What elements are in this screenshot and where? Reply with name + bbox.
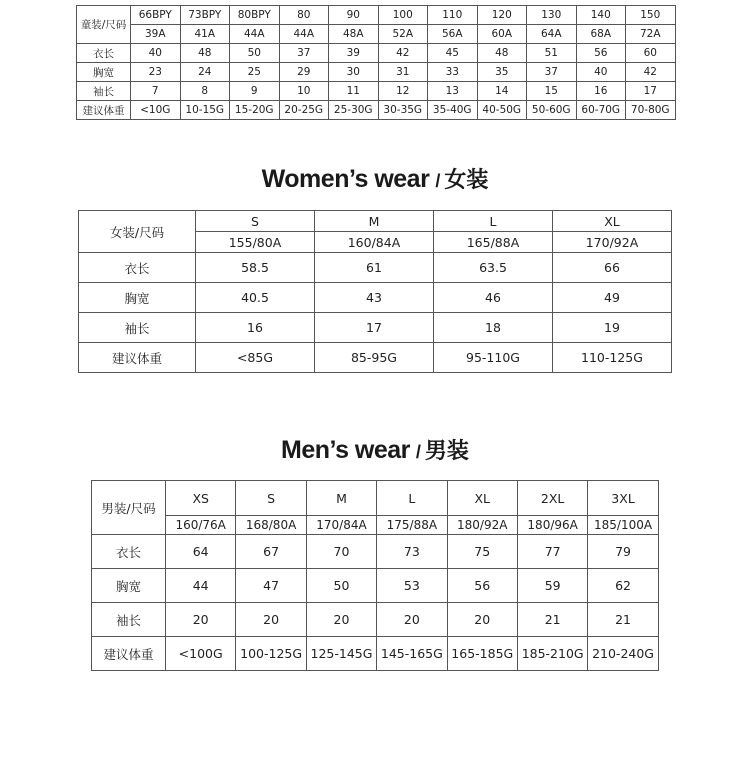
value-cell: 10-15G xyxy=(180,101,230,120)
women-header-label: 女装/尺码 xyxy=(79,211,196,253)
value-cell: 35 xyxy=(477,63,527,82)
value-cell: 59 xyxy=(517,569,587,603)
value-cell: 25-30G xyxy=(329,101,379,120)
women-title-en: Women’s wear xyxy=(261,165,430,193)
men-measure-row xyxy=(92,516,659,535)
value-cell: 79 xyxy=(588,535,658,569)
value-cell: 10 xyxy=(279,82,329,101)
value-cell: 16 xyxy=(196,313,315,343)
value-cell: 18 xyxy=(434,313,553,343)
value-cell: 165-185G xyxy=(447,637,517,671)
value-cell: 12 xyxy=(378,82,428,101)
value-cell: 20 xyxy=(166,603,236,637)
value-cell: 62 xyxy=(588,569,658,603)
kids-row-chest xyxy=(77,63,676,82)
kids-row-length xyxy=(77,44,676,63)
value-cell: 11 xyxy=(329,82,379,101)
value-cell: 25 xyxy=(230,63,280,82)
kids-measure-cell: 72A xyxy=(626,25,676,44)
kids-size-cell: 150 xyxy=(626,6,676,25)
men-size-cell: S xyxy=(236,481,306,516)
value-cell: 13 xyxy=(428,82,478,101)
value-cell: 63.5 xyxy=(434,253,553,283)
men-measure-cell: 185/100A xyxy=(588,516,658,535)
men-measure-cell: 168/80A xyxy=(236,516,306,535)
value-cell: 20 xyxy=(306,603,376,637)
kids-measure-cell: 44A xyxy=(279,25,329,44)
value-cell: 50 xyxy=(230,44,280,63)
kids-row-weight xyxy=(77,101,676,120)
kids-size-cell: 100 xyxy=(378,6,428,25)
value-cell: 49 xyxy=(553,283,672,313)
value-cell: 64 xyxy=(166,535,236,569)
men-title-zh: 男装 xyxy=(424,438,469,463)
women-size-table xyxy=(78,210,672,373)
kids-measure-cell: 39A xyxy=(131,25,181,44)
men-row-weight xyxy=(92,637,659,671)
men-title-separator: / xyxy=(415,442,421,462)
value-cell: 185-210G xyxy=(517,637,587,671)
row-label: 胸宽 xyxy=(77,63,131,82)
row-label: 胸宽 xyxy=(79,283,196,313)
men-size-cell: 2XL xyxy=(517,481,587,516)
value-cell: 53 xyxy=(377,569,447,603)
value-cell: 70 xyxy=(306,535,376,569)
value-cell: 45 xyxy=(428,44,478,63)
kids-measure-cell: 41A xyxy=(180,25,230,44)
value-cell: 29 xyxy=(279,63,329,82)
value-cell: 61 xyxy=(315,253,434,283)
kids-size-cell: 73BPY xyxy=(180,6,230,25)
value-cell: 14 xyxy=(477,82,527,101)
value-cell: <10G xyxy=(131,101,181,120)
value-cell: 70-80G xyxy=(626,101,676,120)
value-cell: 95-110G xyxy=(434,343,553,373)
women-size-cell: M xyxy=(315,211,434,232)
kids-row-sleeve xyxy=(77,82,676,101)
kids-size-cell: 130 xyxy=(527,6,577,25)
value-cell: 50-60G xyxy=(527,101,577,120)
men-size-cell: XL xyxy=(447,481,517,516)
men-row-sleeve xyxy=(92,603,659,637)
men-size-cell: M xyxy=(306,481,376,516)
women-size-header-row xyxy=(79,211,672,232)
row-label: 袖长 xyxy=(92,603,166,637)
row-label: 衣长 xyxy=(92,535,166,569)
value-cell: 51 xyxy=(527,44,577,63)
value-cell: 67 xyxy=(236,535,306,569)
kids-size-header-row xyxy=(77,6,676,25)
men-header-label: 男装/尺码 xyxy=(92,481,166,535)
women-size-cell: S xyxy=(196,211,315,232)
value-cell: 20 xyxy=(236,603,306,637)
value-cell: 40.5 xyxy=(196,283,315,313)
value-cell: 40-50G xyxy=(477,101,527,120)
women-row-length xyxy=(79,253,672,283)
value-cell: <85G xyxy=(196,343,315,373)
women-measure-cell: 155/80A xyxy=(196,232,315,253)
value-cell: 60-70G xyxy=(576,101,626,120)
kids-size-cell: 80BPY xyxy=(230,6,280,25)
men-size-cell: XS xyxy=(166,481,236,516)
value-cell: 60 xyxy=(626,44,676,63)
value-cell: 16 xyxy=(576,82,626,101)
kids-size-cell: 80 xyxy=(279,6,329,25)
value-cell: <100G xyxy=(166,637,236,671)
value-cell: 47 xyxy=(236,569,306,603)
value-cell: 75 xyxy=(447,535,517,569)
men-row-length xyxy=(92,535,659,569)
value-cell: 23 xyxy=(131,63,181,82)
value-cell: 56 xyxy=(576,44,626,63)
row-label: 衣长 xyxy=(79,253,196,283)
value-cell: 46 xyxy=(434,283,553,313)
value-cell: 73 xyxy=(377,535,447,569)
men-title-en: Men’s wear xyxy=(281,436,410,464)
value-cell: 40 xyxy=(576,63,626,82)
value-cell: 24 xyxy=(180,63,230,82)
kids-size-cell: 90 xyxy=(329,6,379,25)
value-cell: 58.5 xyxy=(196,253,315,283)
value-cell: 30 xyxy=(329,63,379,82)
value-cell: 30-35G xyxy=(378,101,428,120)
value-cell: 19 xyxy=(553,313,672,343)
women-measure-cell: 160/84A xyxy=(315,232,434,253)
women-title-zh: 女装 xyxy=(444,167,489,192)
value-cell: 145-165G xyxy=(377,637,447,671)
value-cell: 15-20G xyxy=(230,101,280,120)
value-cell: 20 xyxy=(447,603,517,637)
women-size-cell: L xyxy=(434,211,553,232)
value-cell: 125-145G xyxy=(306,637,376,671)
value-cell: 77 xyxy=(517,535,587,569)
kids-measure-cell: 52A xyxy=(378,25,428,44)
value-cell: 56 xyxy=(447,569,517,603)
men-section-title xyxy=(0,434,750,465)
value-cell: 21 xyxy=(517,603,587,637)
women-title-separator: / xyxy=(435,171,441,191)
value-cell: 66 xyxy=(553,253,672,283)
men-measure-cell: 175/88A xyxy=(377,516,447,535)
value-cell: 33 xyxy=(428,63,478,82)
value-cell: 100-125G xyxy=(236,637,306,671)
kids-measure-cell: 60A xyxy=(477,25,527,44)
kids-header-label: 童装/尺码 xyxy=(77,6,131,44)
men-measure-cell: 170/84A xyxy=(306,516,376,535)
value-cell: 43 xyxy=(315,283,434,313)
row-label: 衣长 xyxy=(77,44,131,63)
value-cell: 31 xyxy=(378,63,428,82)
value-cell: 8 xyxy=(180,82,230,101)
men-measure-cell: 180/92A xyxy=(447,516,517,535)
value-cell: 40 xyxy=(131,44,181,63)
value-cell: 9 xyxy=(230,82,280,101)
women-row-weight xyxy=(79,343,672,373)
women-measure-cell: 165/88A xyxy=(434,232,553,253)
kids-measure-cell: 56A xyxy=(428,25,478,44)
women-section-title xyxy=(0,163,750,194)
kids-measure-cell: 48A xyxy=(329,25,379,44)
row-label: 建议体重 xyxy=(92,637,166,671)
value-cell: 42 xyxy=(378,44,428,63)
kids-size-cell: 110 xyxy=(428,6,478,25)
value-cell: 48 xyxy=(180,44,230,63)
value-cell: 17 xyxy=(315,313,434,343)
value-cell: 20-25G xyxy=(279,101,329,120)
value-cell: 50 xyxy=(306,569,376,603)
row-label: 建议体重 xyxy=(77,101,131,120)
value-cell: 20 xyxy=(377,603,447,637)
kids-measure-row xyxy=(77,25,676,44)
kids-size-cell: 66BPY xyxy=(131,6,181,25)
value-cell: 37 xyxy=(279,44,329,63)
value-cell: 210-240G xyxy=(588,637,658,671)
kids-size-cell: 140 xyxy=(576,6,626,25)
value-cell: 44 xyxy=(166,569,236,603)
men-size-cell: 3XL xyxy=(588,481,658,516)
kids-size-cell: 120 xyxy=(477,6,527,25)
value-cell: 7 xyxy=(131,82,181,101)
row-label: 胸宽 xyxy=(92,569,166,603)
row-label: 袖长 xyxy=(77,82,131,101)
men-size-cell: L xyxy=(377,481,447,516)
value-cell: 17 xyxy=(626,82,676,101)
value-cell: 85-95G xyxy=(315,343,434,373)
value-cell: 35-40G xyxy=(428,101,478,120)
women-size-cell: XL xyxy=(553,211,672,232)
kids-size-table xyxy=(76,5,676,120)
value-cell: 110-125G xyxy=(553,343,672,373)
row-label: 袖长 xyxy=(79,313,196,343)
value-cell: 37 xyxy=(527,63,577,82)
women-row-chest xyxy=(79,283,672,313)
value-cell: 48 xyxy=(477,44,527,63)
value-cell: 15 xyxy=(527,82,577,101)
kids-measure-cell: 68A xyxy=(576,25,626,44)
men-size-header-row xyxy=(92,481,659,516)
value-cell: 42 xyxy=(626,63,676,82)
kids-measure-cell: 44A xyxy=(230,25,280,44)
men-row-chest xyxy=(92,569,659,603)
women-measure-cell: 170/92A xyxy=(553,232,672,253)
row-label: 建议体重 xyxy=(79,343,196,373)
men-size-table xyxy=(91,480,659,671)
value-cell: 21 xyxy=(588,603,658,637)
women-row-sleeve xyxy=(79,313,672,343)
value-cell: 39 xyxy=(329,44,379,63)
men-measure-cell: 180/96A xyxy=(517,516,587,535)
kids-measure-cell: 64A xyxy=(527,25,577,44)
men-measure-cell: 160/76A xyxy=(166,516,236,535)
